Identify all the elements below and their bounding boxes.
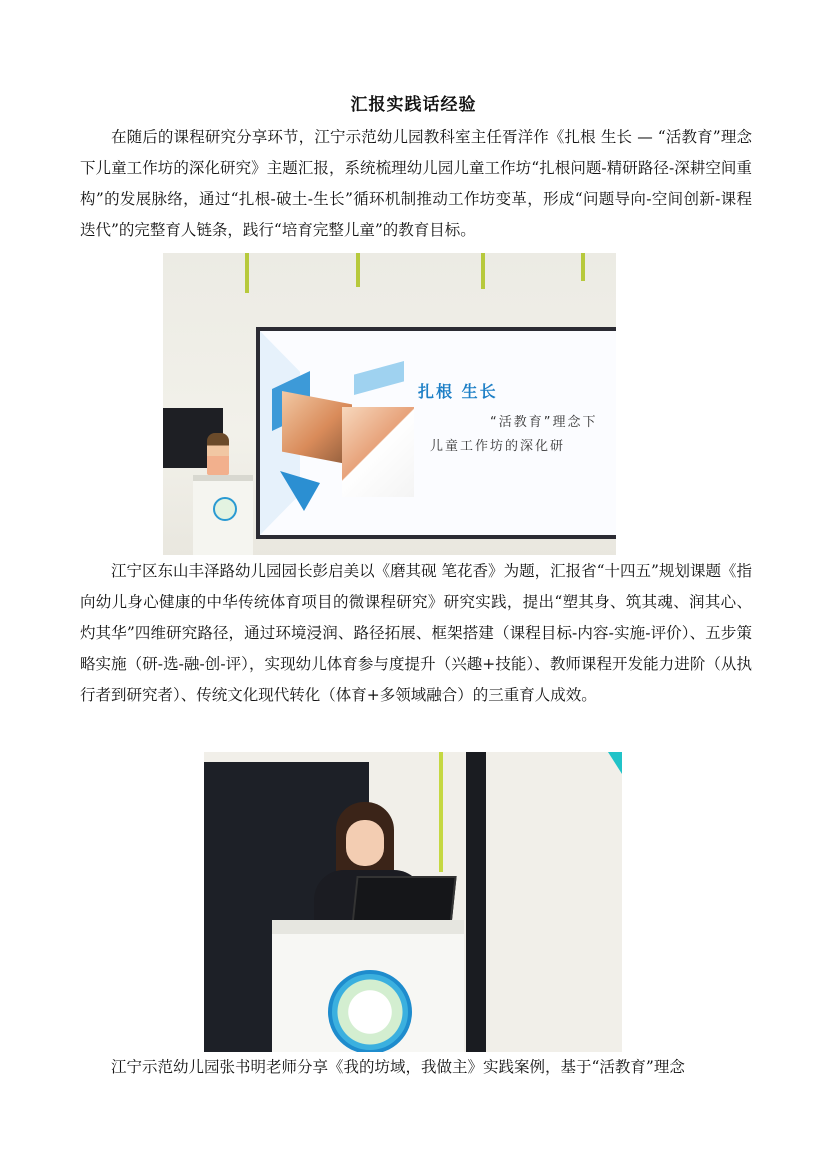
photo-speaker-podium [204, 752, 622, 1052]
child-photo [342, 407, 414, 497]
ceiling-bar [245, 253, 249, 293]
corner-decor [608, 752, 622, 774]
ceiling-bar [356, 253, 360, 287]
ceiling-bar [581, 253, 585, 281]
slide-subtitle-line-2: 儿童工作坊的深化研 [430, 439, 566, 454]
slide-subtitle-line-1: “活教育”理念下 [490, 415, 598, 430]
paragraph-1: 在随后的课程研究分享环节，江宁示范幼儿园教科室主任胥洋作《扎根 生长 — “活教育”理念下儿童工作坊的深化研究》主题汇报，系统梳理幼儿园儿童工作坊“扎根问题-精研路径-深耕空间重构”的发展脉络，通过“扎根-破土-生长”循环机制推动工作坊变革，形成“问题导向-空间创新-课程迭代”的完整育人链条，践行“培育完整儿童”的教育目标。 [80, 128, 752, 239]
paragraph-3: 江宁示范幼儿园张书明老师分享《我的坊域，我做主》实践案例，基于“活教育”理念 [111, 1058, 685, 1076]
school-logo-icon [328, 970, 412, 1052]
paragraph-2: 江宁区东山丰泽路幼儿园园长彭启美以《磨其砚 笔花香》为题，汇报省“十四五”规划课题《指向幼儿身心健康的中华传统体育项目的微课程研究》研究实践，提出“塑其身、筑其魂、润其心、灼其华”四维研究路径，通过环境浸润、路径拓展、框架搭建（课程目标-内容-实施-评价）、五步策略实施（研-选-融-创-评），实现幼儿体育参与度提升（兴趣+技能）、教师课程开发能力进阶（从执行者到研究者）、传统文化现代转化（体育+多领域融合）的三重育人成效。 [80, 562, 752, 704]
section-title: 汇报实践话经验 [350, 95, 477, 115]
podium [272, 920, 464, 1052]
dark-panel [466, 752, 486, 1052]
ceiling-bar [481, 253, 485, 289]
podium [193, 475, 253, 555]
laptop [351, 876, 456, 926]
slide-title: 扎根 生长 [418, 382, 498, 401]
projection-screen [256, 327, 616, 539]
speaker-figure [207, 433, 229, 475]
photo-presentation-slide [163, 253, 616, 555]
school-logo-icon [213, 497, 237, 521]
speaker-face [346, 820, 384, 866]
wall-stripe [439, 752, 443, 872]
slide-decor [354, 361, 404, 395]
